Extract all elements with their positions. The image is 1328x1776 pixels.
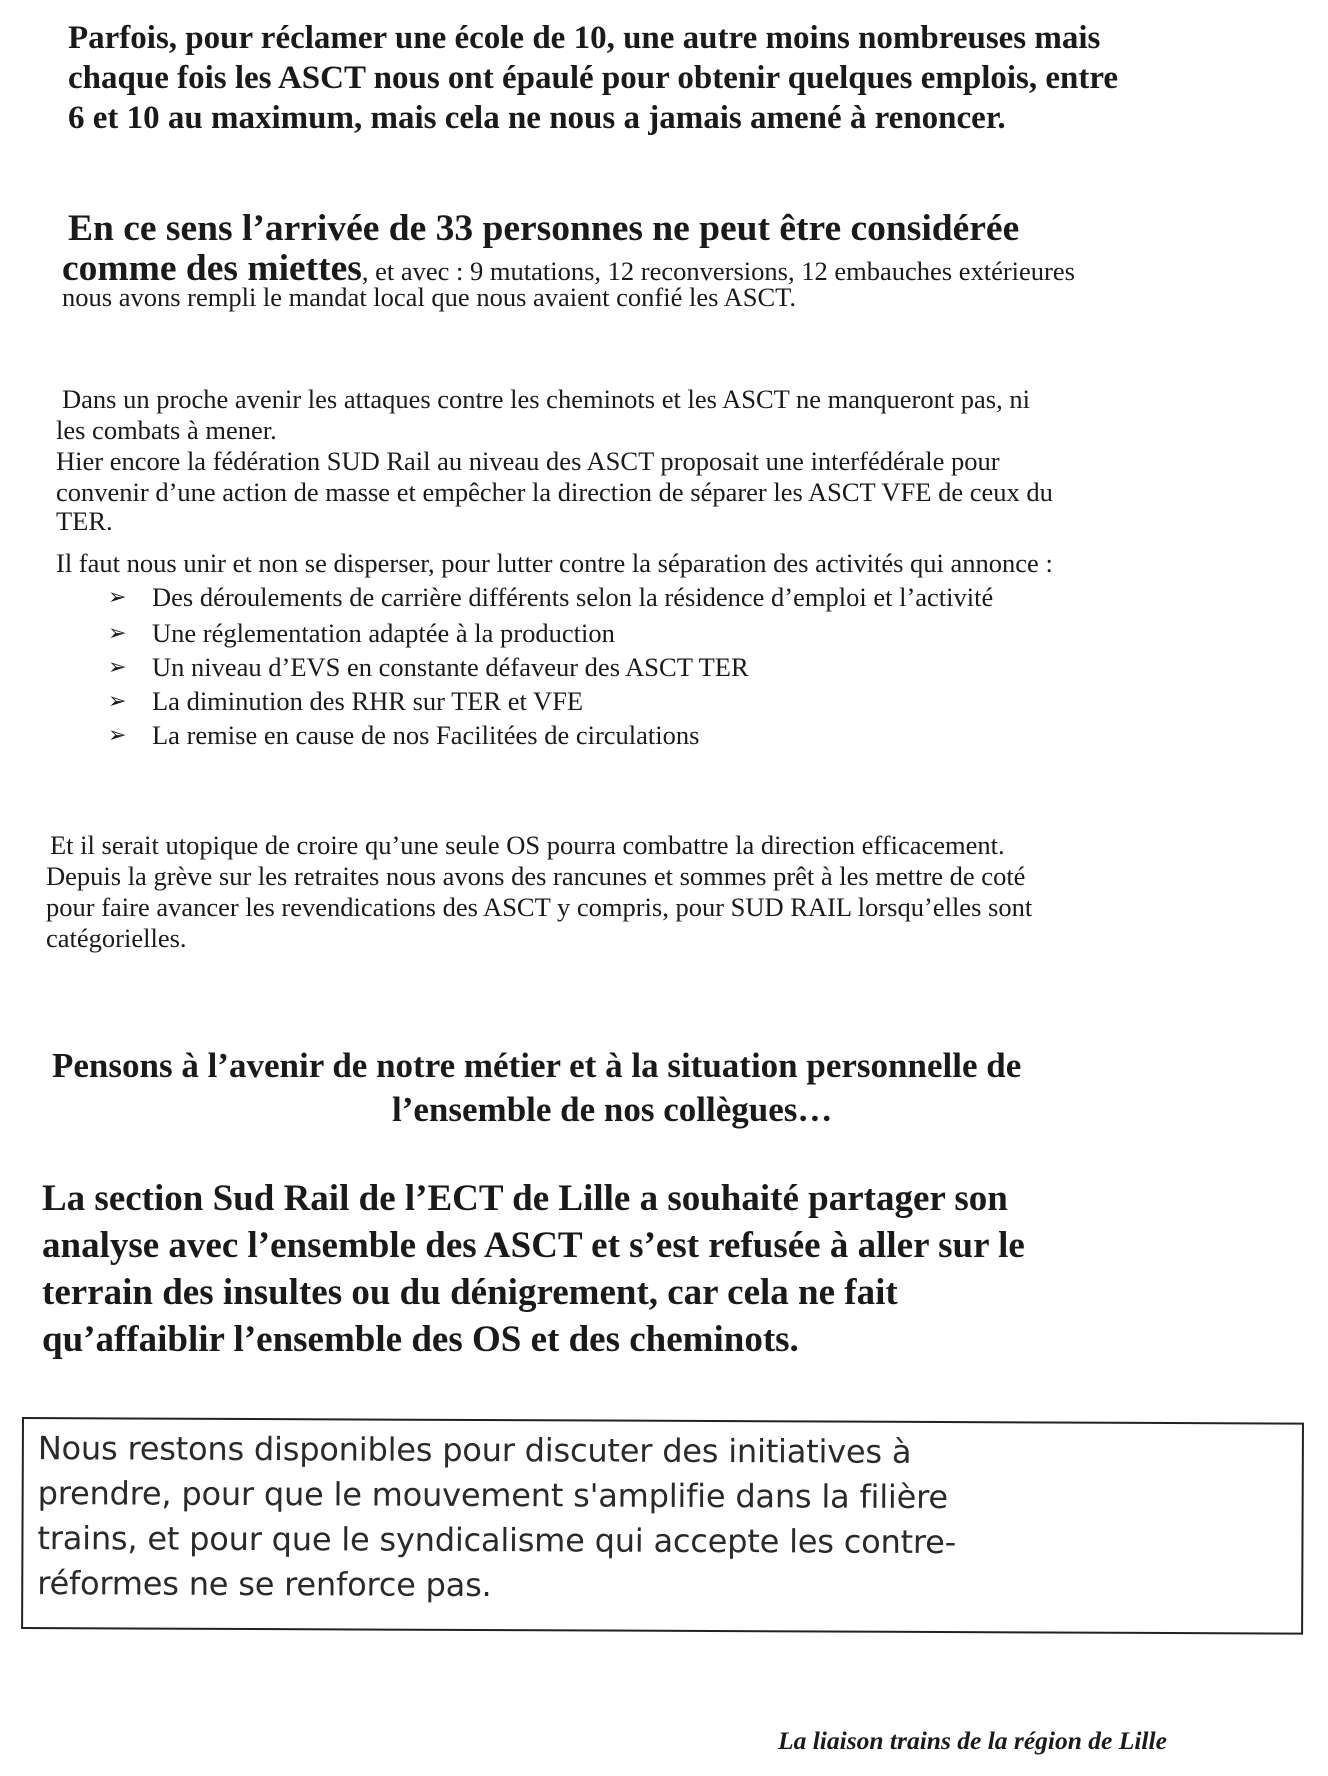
list-item-text: La diminution des RHR sur TER et VFE xyxy=(152,686,584,716)
text-line: Hier encore la fédération SUD Rail au niveau des ASCT proposait une interfédérale pour xyxy=(56,446,1000,476)
list-item-text: La remise en cause de nos Facilitées de circulations xyxy=(152,720,700,750)
arrowhead-bullet-icon: ➢ xyxy=(108,584,127,609)
text-line: Et il serait utopique de croire qu’une seule OS pourra combattre la direction efficacement. xyxy=(50,830,1005,860)
list-item xyxy=(108,618,615,649)
text-line: trains, et pour que le syndicalisme qui accepte les contre- xyxy=(37,1519,957,1562)
text-line: TER. xyxy=(56,506,113,536)
heading-line: l’ensemble de nos collègues… xyxy=(392,1090,833,1129)
bold-phrase: comme des miettes xyxy=(62,248,362,289)
list-item-text: Un niveau d’EVS en constante défaveur des ASCT TER xyxy=(152,652,749,682)
list-item-text: Des déroulements de carrière différents selon la résidence d’emploi et l’activité xyxy=(152,582,994,612)
list-item xyxy=(108,582,993,613)
arrowhead-bullet-icon: ➢ xyxy=(108,620,127,645)
list-item xyxy=(108,652,749,683)
stats-text: , et avec : 9 mutations, 12 reconversions, 12 embauches extérieures xyxy=(361,256,1075,286)
text-line: les combats à mener. xyxy=(56,415,277,445)
text-line: 6 et 10 au maximum, mais cela ne nous a jamais amené à renoncer. xyxy=(68,100,1006,136)
text-line: analyse avec l’ensemble des ASCT et s’est refusée à aller sur le xyxy=(42,1225,1025,1266)
list-item xyxy=(108,720,699,751)
boxed-message xyxy=(21,1417,1304,1635)
arrowhead-bullet-icon: ➢ xyxy=(108,654,127,679)
arrowhead-bullet-icon: ➢ xyxy=(108,688,127,713)
text-line: catégorielles. xyxy=(46,923,187,953)
text-line: Il faut nous unir et non se disperser, pour lutter contre la séparation des activités qui annonce : xyxy=(56,548,1053,578)
heading-line: En ce sens l’arrivée de 33 personnes ne peut être considérée xyxy=(68,208,1020,249)
list-item xyxy=(108,686,583,717)
heading-line: Pensons à l’avenir de notre métier et à la situation personnelle de xyxy=(52,1046,1022,1085)
text-line: terrain des insultes ou du dénigrement, car cela ne fait xyxy=(42,1272,898,1313)
arrowhead-bullet-icon: ➢ xyxy=(108,722,127,747)
signature: La liaison trains de la région de Lille xyxy=(778,1726,1167,1755)
text-line: réformes ne se renforce pas. xyxy=(37,1564,492,1605)
text-line: qu’affaiblir l’ensemble des OS et des cheminots. xyxy=(42,1319,799,1360)
text-line: Nous restons disponibles pour discuter des initiatives à xyxy=(37,1429,912,1471)
text-line: pour faire avancer les revendications des ASCT y compris, pour SUD RAIL lorsqu’elles sont xyxy=(46,892,1033,922)
text-line: convenir d’une action de masse et empêcher la direction de séparer les ASCT VFE de ceux du xyxy=(56,477,1053,507)
list-item-text: Une réglementation adaptée à la production xyxy=(152,618,615,648)
text-line: La section Sud Rail de l’ECT de Lille a souhaité partager son xyxy=(42,1178,1008,1219)
text-line: nous avons rempli le mandat local que nous avaient confié les ASCT. xyxy=(62,282,796,312)
text-line: prendre, pour que le mouvement s'amplifie dans la filière xyxy=(37,1474,948,1517)
text-line: Parfois, pour réclamer une école de 10, une autre moins nombreuses mais xyxy=(68,20,1101,56)
text-line: chaque fois les ASCT nous ont épaulé pour obtenir quelques emplois, entre xyxy=(68,60,1119,96)
text-line: Depuis la grève sur les retraites nous avons des rancunes et sommes prêt à les mettre de coté xyxy=(46,861,1026,891)
text-line: Dans un proche avenir les attaques contre les cheminots et les ASCT ne manqueront pas, ni xyxy=(62,384,1030,414)
